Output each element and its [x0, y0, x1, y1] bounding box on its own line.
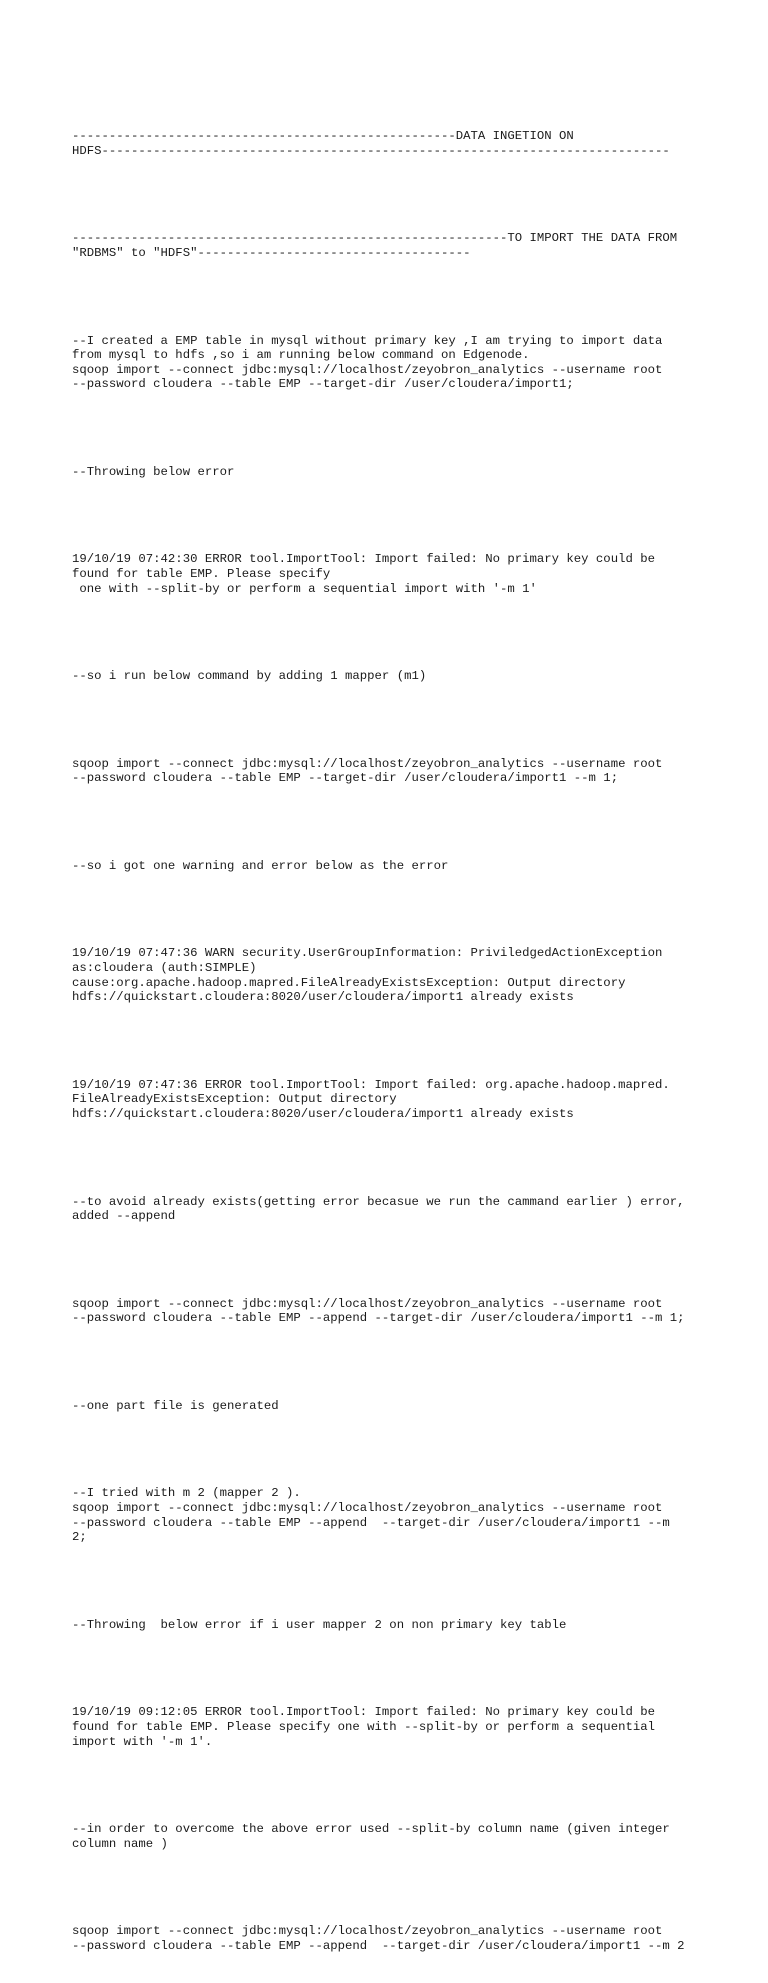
paragraph-gap [72, 1778, 712, 1793]
paragraph-gap [72, 421, 712, 436]
log-error-no-primary-key: 19/10/19 07:42:30 ERROR tool.ImportTool: Import failed: No primary key could be found for table EMP. Please specify one with --split-by or perform a sequential import with '-m 1' [72, 552, 655, 596]
paragraph-warning-and-error: --so i got one warning and error below as the error [72, 858, 449, 873]
paragraph-throwing-mapper2-error: --Throwing below error if i user mapper 2 on non primary key table [72, 1617, 567, 1632]
paragraph-avoid-already-exists: --to avoid already exists(getting error becasue we run the cammand earlier ) error, added --append [72, 1194, 685, 1224]
heading-import-rdbms-to-hdfs: -----------------------------------------------------------TO IMPORT THE DATA FROM "RDBMS" to "HDFS"------------------------------------- [72, 231, 678, 260]
log-error-already-exists: 19/10/19 07:47:36 ERROR tool.ImportTool: Import failed: org.apache.hadoop.mapred. FileAlreadyExistsException: Output directory hdfs://quickstart.cloudera:8020/user/cloudera/import1 already exists [72, 1077, 670, 1121]
paragraph-gap [72, 1662, 712, 1677]
paragraph-gap [72, 1574, 712, 1589]
log-warn-already-exists: 19/10/19 07:47:36 WARN security.UserGroupInformation: PriviledgedActionException as:cloudera (auth:SIMPLE) cause:org.apache.hadoop.mapred.FileAlreadyExistsException: Output directory hdfs://quickstart.cloudera:8020/user/cloudera/import1 already exists [72, 946, 663, 1005]
paragraph-gap [72, 903, 712, 918]
paragraph-intro-command: --I created a EMP table in mysql without primary key ,I am trying to import data from mysql to hdfs ,so i am running below command on Edgenode. sqoop import --connect jdbc:mysql://localhost/zeyobron_analytics --username root --password cloudera --table EMP --target-dir /user/cloudera/import1; [72, 333, 663, 392]
paragraph-gap [72, 1034, 712, 1049]
log-error-no-primary-key-m2: 19/10/19 09:12:05 ERROR tool.ImportTool: Import failed: No primary key could be found for table EMP. Please specify one with --split-by or perform a sequential import with '-m 1'. [72, 1705, 655, 1749]
paragraph-gap [72, 625, 712, 640]
paragraph-gap [72, 1880, 712, 1895]
paragraph-gap [72, 509, 712, 524]
paragraph-gap [72, 815, 712, 830]
paragraph-split-by: --in order to overcome the above error used --split-by column name (given integer column name ) [72, 1822, 670, 1851]
command-sqoop-append-m1: sqoop import --connect jdbc:mysql://localhost/zeyobron_analytics --username root --password cloudera --table EMP --append --target-dir /user/cloudera/import1 --m 1; [72, 1296, 685, 1326]
paragraph-gap [72, 713, 712, 728]
paragraph-gap [72, 290, 712, 305]
command-sqoop-m1: sqoop import --connect jdbc:mysql://localhost/zeyobron_analytics --username root --password cloudera --table EMP --target-dir /user/cloudera/import1 --m 1; [72, 756, 663, 786]
command-sqoop-split-by: sqoop import --connect jdbc:mysql://localhost/zeyobron_analytics --username root --password cloudera --table EMP --append --target-dir /user/cloudera/import1 --m 2 [72, 1924, 685, 1953]
paragraph-part-file-generated: --one part file is generated [72, 1398, 279, 1413]
paragraph-add-mapper: --so i run below command by adding 1 mapper (m1) [72, 669, 427, 684]
document-body [72, 100, 712, 1983]
paragraph-gap [72, 1443, 712, 1458]
paragraph-gap [72, 1355, 712, 1370]
heading-data-ingestion: ----------------------------------------------------DATA INGETION ON HDFS----------------------------------------------------------------------------- [72, 129, 670, 158]
paragraph-gap [72, 1253, 712, 1268]
command-sqoop-append-m2: --I tried with m 2 (mapper 2 ). sqoop import --connect jdbc:mysql://localhost/zeyobron_analytics --username root --password cloudera --table EMP --append --target-dir /user/cloudera/import1 --m 2; [72, 1486, 670, 1545]
paragraph-gap [72, 1151, 712, 1166]
paragraph-throwing-error: --Throwing below error [72, 464, 235, 479]
paragraph-gap [72, 188, 712, 203]
